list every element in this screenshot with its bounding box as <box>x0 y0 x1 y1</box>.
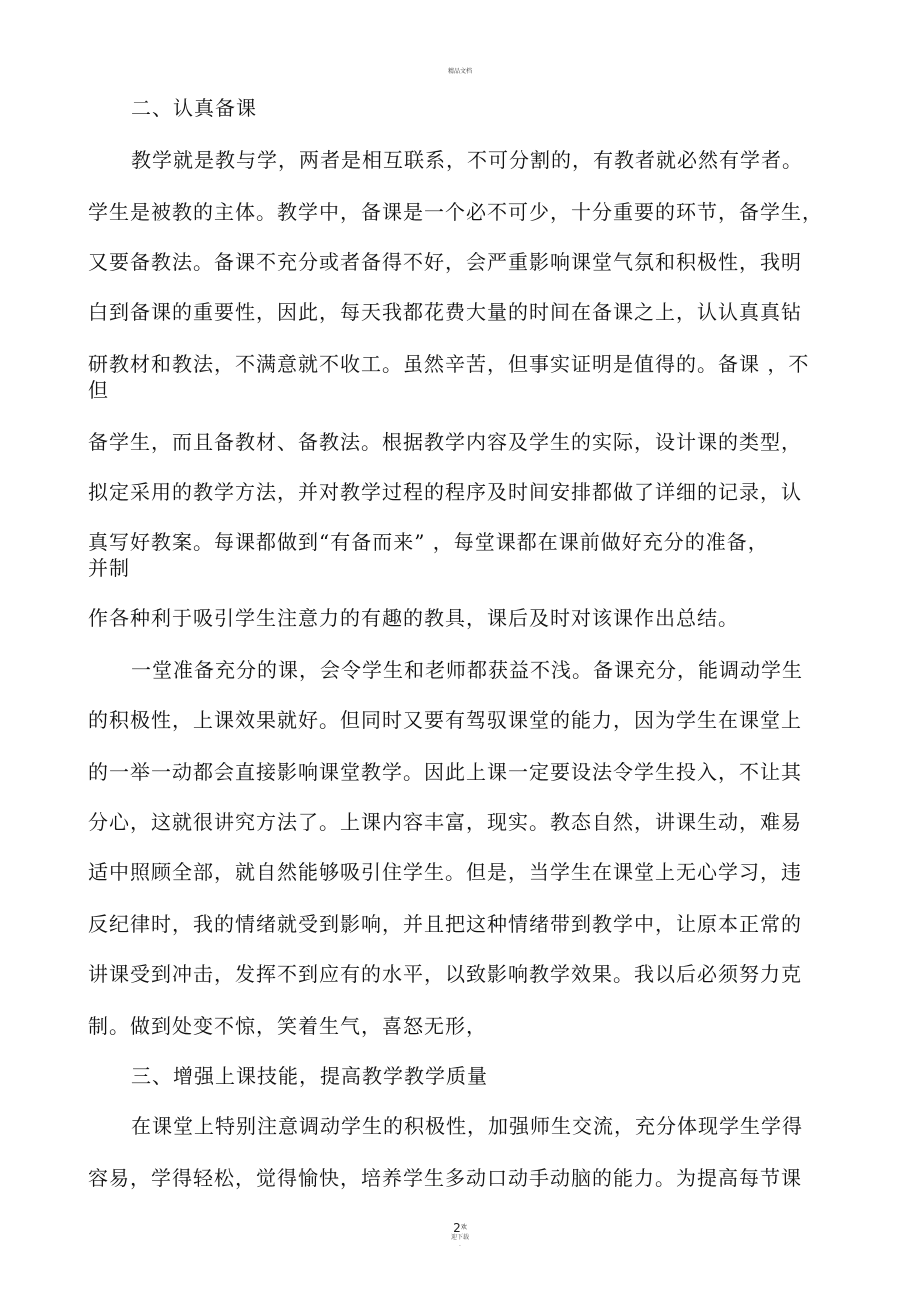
page-footer <box>0 1222 920 1248</box>
section-heading-skills: 三、增强上课技能，提高教学教学质量 <box>131 1064 488 1088</box>
footer-dot: . <box>459 1241 461 1248</box>
section-heading-prepare: 二、认真备课 <box>131 96 257 120</box>
text-line: 研教材和教法，不满意就不收工。虽然辛苦，但事实证明是值得的。备课 ，不 <box>88 352 810 376</box>
text-line: 容易，学得轻松，觉得愉快，培养学生多动口动手动脑的能力。为提高每节课 <box>88 1166 802 1190</box>
text-line: 一堂准备充分的课，会令学生和老师都获益不浅。备课充分，能调动学生 <box>131 658 803 682</box>
text-line: 作各种利于吸引学生注意力的有趣的教具，课后及时对该课作出总结。 <box>88 606 739 630</box>
header-watermark: 精品文档 <box>447 68 472 75</box>
text-line: 的积极性，上课效果就好。但同时又要有驾驭课堂的能力，因为学生在课堂上 <box>88 708 802 732</box>
text-line: 适中照顾全部，就自然能够吸引住学生。但是，当学生在课堂上无心学习，违 <box>88 860 802 884</box>
download-note: 迎下载 <box>450 1234 469 1241</box>
text-line: 并制 <box>88 556 130 580</box>
text-line: 备学生，而且备教材、备教法。根据教学内容及学生的实际，设计课的类型， <box>88 430 802 454</box>
text-line: 学生是被教的主体。教学中，备课是一个必不可少，十分重要的环节，备学生， <box>88 200 823 224</box>
text-line: 真写好教案。每课都做到“有备而来” ，每堂课都在课前做好充分的准备， <box>88 530 769 554</box>
text-line: 教学就是教与学，两者是相互联系，不可分割的，有教者就必然有学者。 <box>131 148 803 172</box>
text-line: 反纪律时，我的情绪就受到影响，并且把这种情绪带到教学中，让原本正常的 <box>88 912 802 936</box>
text-line: 又要备教法。备课不充分或者备得不好，会严重影响课堂气氛和积极性，我明 <box>88 250 802 274</box>
text-line: 但 <box>88 378 109 402</box>
text-line: 在课堂上特别注意调动学生的积极性，加强师生交流，充分体现学生学得 <box>131 1114 803 1138</box>
text-line: 拟定采用的教学方法，并对教学过程的程序及时间安排都做了详细的记录，认 <box>88 480 802 504</box>
text-line: 制。做到处变不惊，笑着生气，喜怒无形， <box>88 1014 487 1038</box>
page-number: $2^欢$ <box>453 1221 467 1235</box>
text-line: 的一举一动都会直接影响课堂教学。因此上课一定要设法令学生投入，不让其 <box>88 760 802 784</box>
text-line: 白到备课的重要性，因此，每天我都花费大量的时间在备课之上，认认真真钻 <box>88 300 802 324</box>
text-line: 分心，这就很讲究方法了。上课内容丰富，现实。教态自然，讲课生动，难易 <box>88 810 802 834</box>
text-line: 讲课受到冲击，发挥不到应有的水平，以致影响教学效果。我以后必须努力克 <box>88 962 802 986</box>
